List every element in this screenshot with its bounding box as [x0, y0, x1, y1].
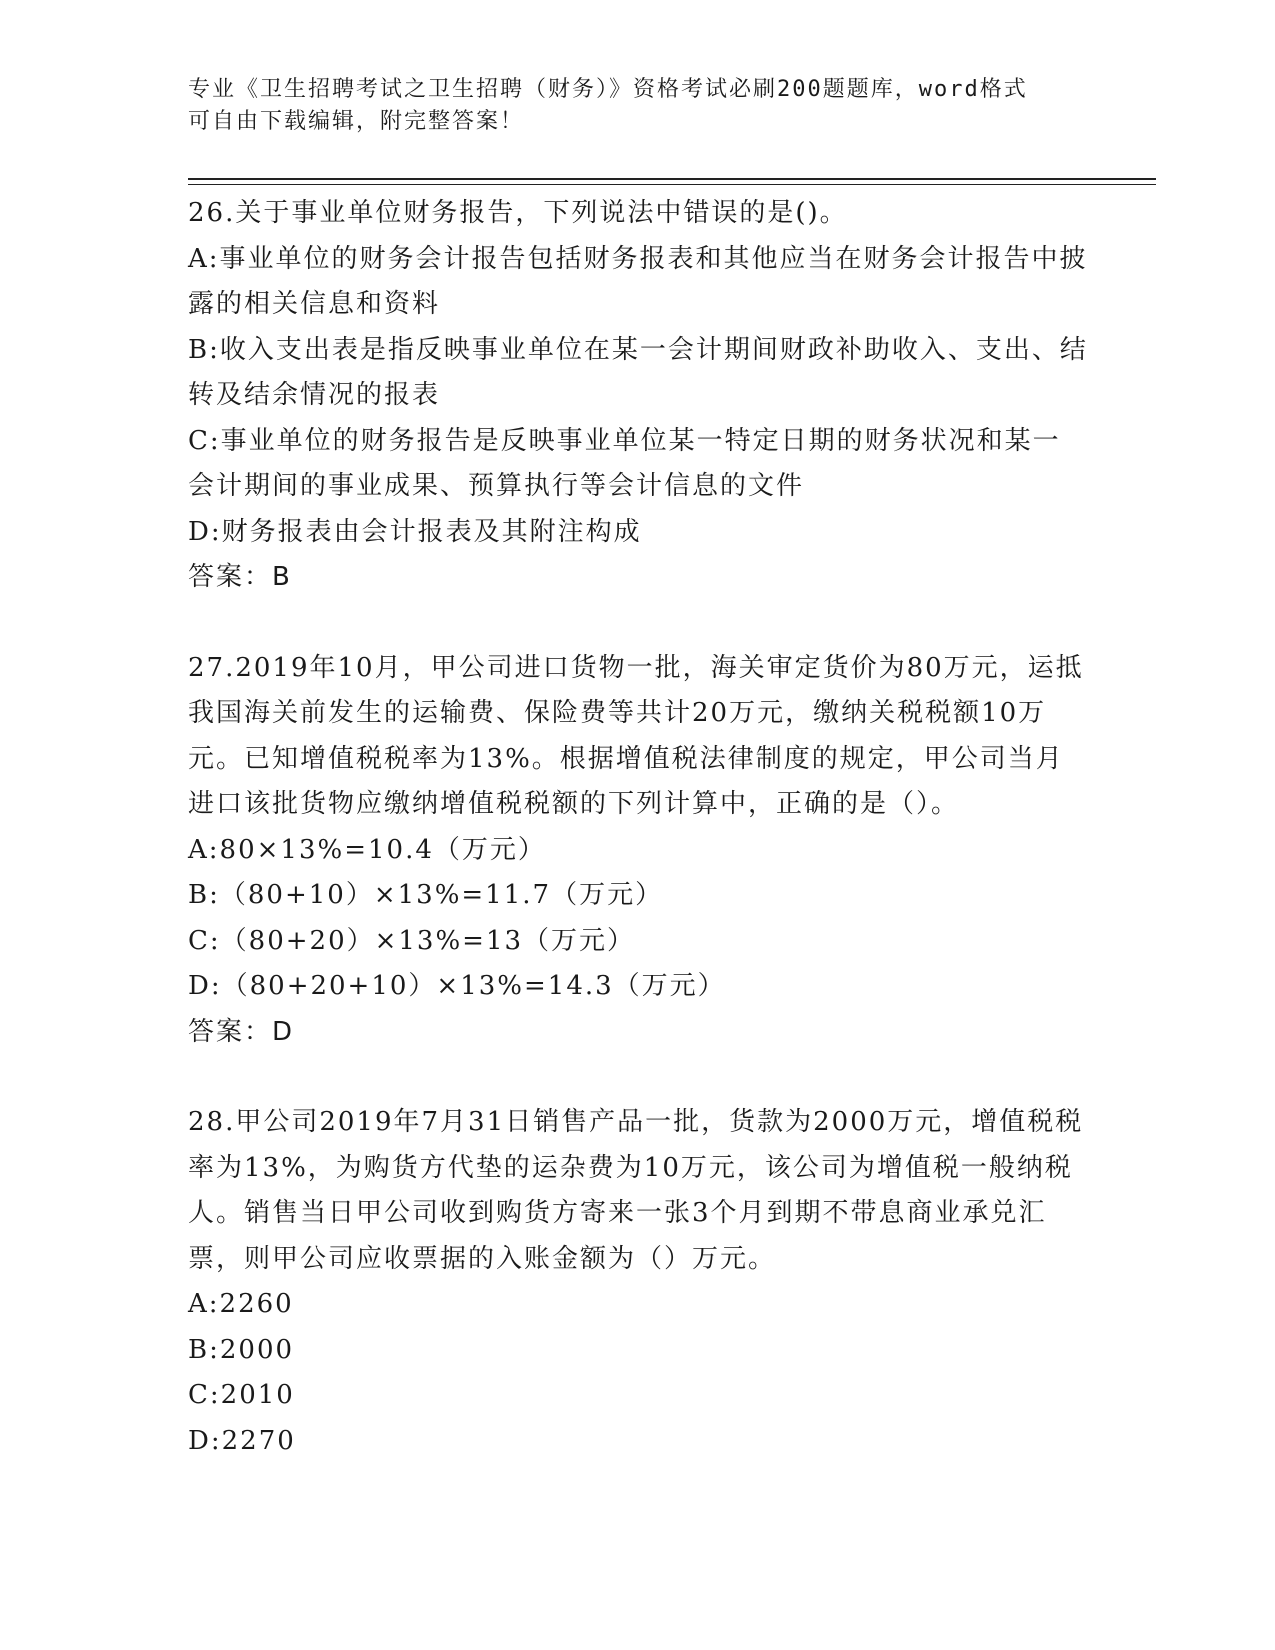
- option-a: A:2260: [188, 1289, 294, 1319]
- option-d: D:2270: [188, 1425, 296, 1456]
- option-c: C:2010: [188, 1380, 295, 1410]
- header-divider-thin: [188, 184, 1156, 185]
- header-line-1: 专业《卫生招聘考试之卫生招聘（财务）》资格考试必刷200题题库，word格式: [188, 77, 1028, 102]
- question-28: [188, 1100, 1088, 1464]
- option-a: A:80×13%=10.4（万元）: [188, 834, 546, 865]
- option-b: B:收入支出表是指反映事业单位在某一会计期间财政补助收入、支出、结转及结余情况的报表: [188, 334, 1088, 410]
- answer: 答案：B: [188, 562, 292, 592]
- question-list: [188, 191, 1088, 1464]
- question-text: 26.关于事业单位财务报告，下列说法中错误的是()。: [188, 198, 848, 228]
- header-line-2: 可自由下载编辑，附完整答案！: [188, 109, 525, 134]
- option-d: D:财务报表由会计报表及其附注构成: [188, 516, 642, 547]
- option-b: B:（80+10）×13%=11.7（万元）: [188, 880, 664, 910]
- header-divider-thick: [188, 178, 1156, 180]
- option-c: C:（80+20）×13%=13（万元）: [188, 925, 636, 956]
- question-text: 27.2019年10月，甲公司进口货物一批，海关审定货价为80万元，运抵我国海关前发生的运输费、保险费等共计20万元，缴纳关税税额10万元。已知增值税税率为13%。根据增值税法律制度的规定，甲公司当月进口该批货物应缴纳增值税税额的下列计算中，正确的是（）。: [188, 652, 1084, 819]
- question-27: [188, 646, 1088, 1056]
- answer: 答案：D: [188, 1016, 295, 1047]
- option-d: D:（80+20+10）×13%=14.3（万元）: [188, 971, 726, 1001]
- document-header: [188, 74, 1088, 138]
- option-a: A:事业单位的财务会计报告包括财务报表和其他应当在财务会计报告中披露的相关信息和资料: [188, 243, 1088, 319]
- option-b: B:2000: [188, 1334, 295, 1365]
- question-26: [188, 191, 1088, 601]
- option-c: C:事业单位的财务报告是反映事业单位某一特定日期的财务状况和某一会计期间的事业成果、预算执行等会计信息的文件: [188, 425, 1061, 501]
- question-text: 28.甲公司2019年7月31日销售产品一批，货款为2000万元，增值税税率为13%，为购货方代垫的运杂费为10万元，该公司为增值税一般纳税人。销售当日甲公司收到购货方寄来一张3个月到期不带息商业承兑汇票，则甲公司应收票据的入账金额为（）万元。: [188, 1107, 1084, 1274]
